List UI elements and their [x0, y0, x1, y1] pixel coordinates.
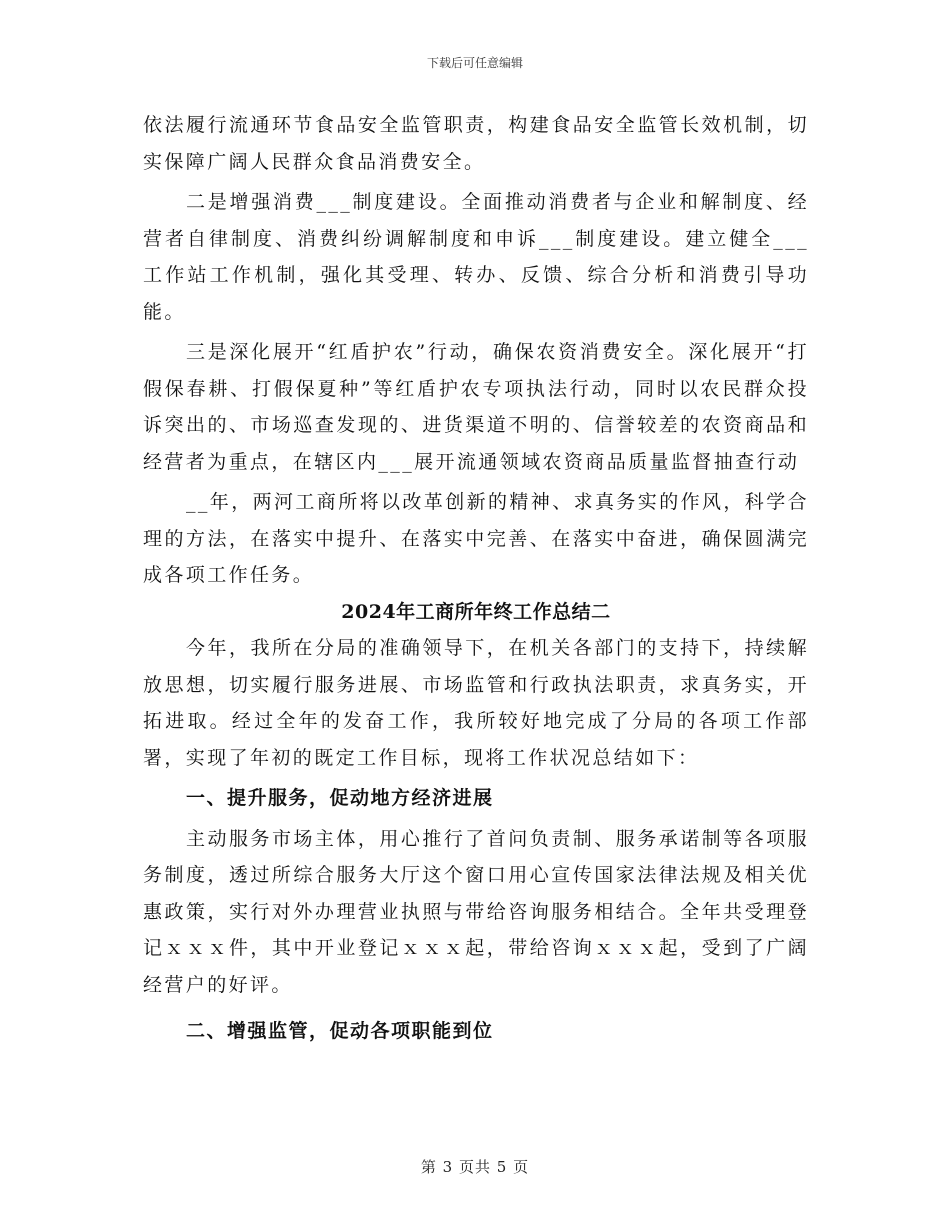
section-title: 2024年工商所年终工作总结二	[341, 600, 611, 623]
document-body	[143, 107, 809, 1050]
header-note: 下载后可任意编辑	[426, 56, 523, 70]
page-footer: 第 3 页共 5 页	[420, 1158, 530, 1176]
heading-service: 一、提升服务，促动地方经济进展	[186, 787, 494, 809]
heading-supervision: 二、增强监管，促动各项职能到位	[186, 1020, 494, 1042]
paragraph-intro: 今年，我所在分局的准确领导下，在机关各部门的支持下，持续解放思想，切实履行服务进展、市场监管和行政执法职责，求真务实，开拓进取。经过全年的发奋工作，我所较好地完成了分局的各项工作部署，实现了年初的既定工作目标，现将工作状况总结如下：	[143, 637, 809, 769]
paragraph-closing: __年，两河工商所将以改革创新的精神、求真务实的作风，科学合理的方法，在落实中提升、在落实中完善、在落实中奋进，确保圆满完成各项工作任务。	[143, 491, 810, 586]
paragraph-point-two: 二是增强消费___制度建设。全面推动消费者与企业和解制度、经营者自律制度、消费纠纷调解制度和申诉___制度建设。建立健全___工作站工作机制，强化其受理、转办、反馈、综合分析和消费引导功能。	[143, 191, 809, 323]
paragraph-point-three: 三是深化展开“红盾护农”行动，确保农资消费安全。深化展开“打假保春耕、打假保夏种”等红盾护农专项执法行动，同时以农民群众投诉突出的、市场巡查发现的、进货渠道不明的、信誉较差的农资商品和经营者为重点，在辖区内___展开流通领域农资商品质量监督抽查行动	[143, 341, 809, 473]
paragraph-service: 主动服务市场主体，用心推行了首问负责制、服务承诺制等各项服务制度，透过所综合服务大厅这个窗口用心宣传国家法律法规及相关优惠政策，实行对外办理营业执照与带给咨询服务相结合。全年共受理登记ｘｘｘ件，其中开业登记ｘｘｘ起，带给咨询ｘｘｘ起，受到了广阔经营户的好评。	[143, 827, 809, 996]
paragraph-continuation: 依法履行流通环节食品安全监管职责，构建食品安全监管长效机制，切实保障广阔人民群众食品消费安全。	[143, 114, 809, 173]
